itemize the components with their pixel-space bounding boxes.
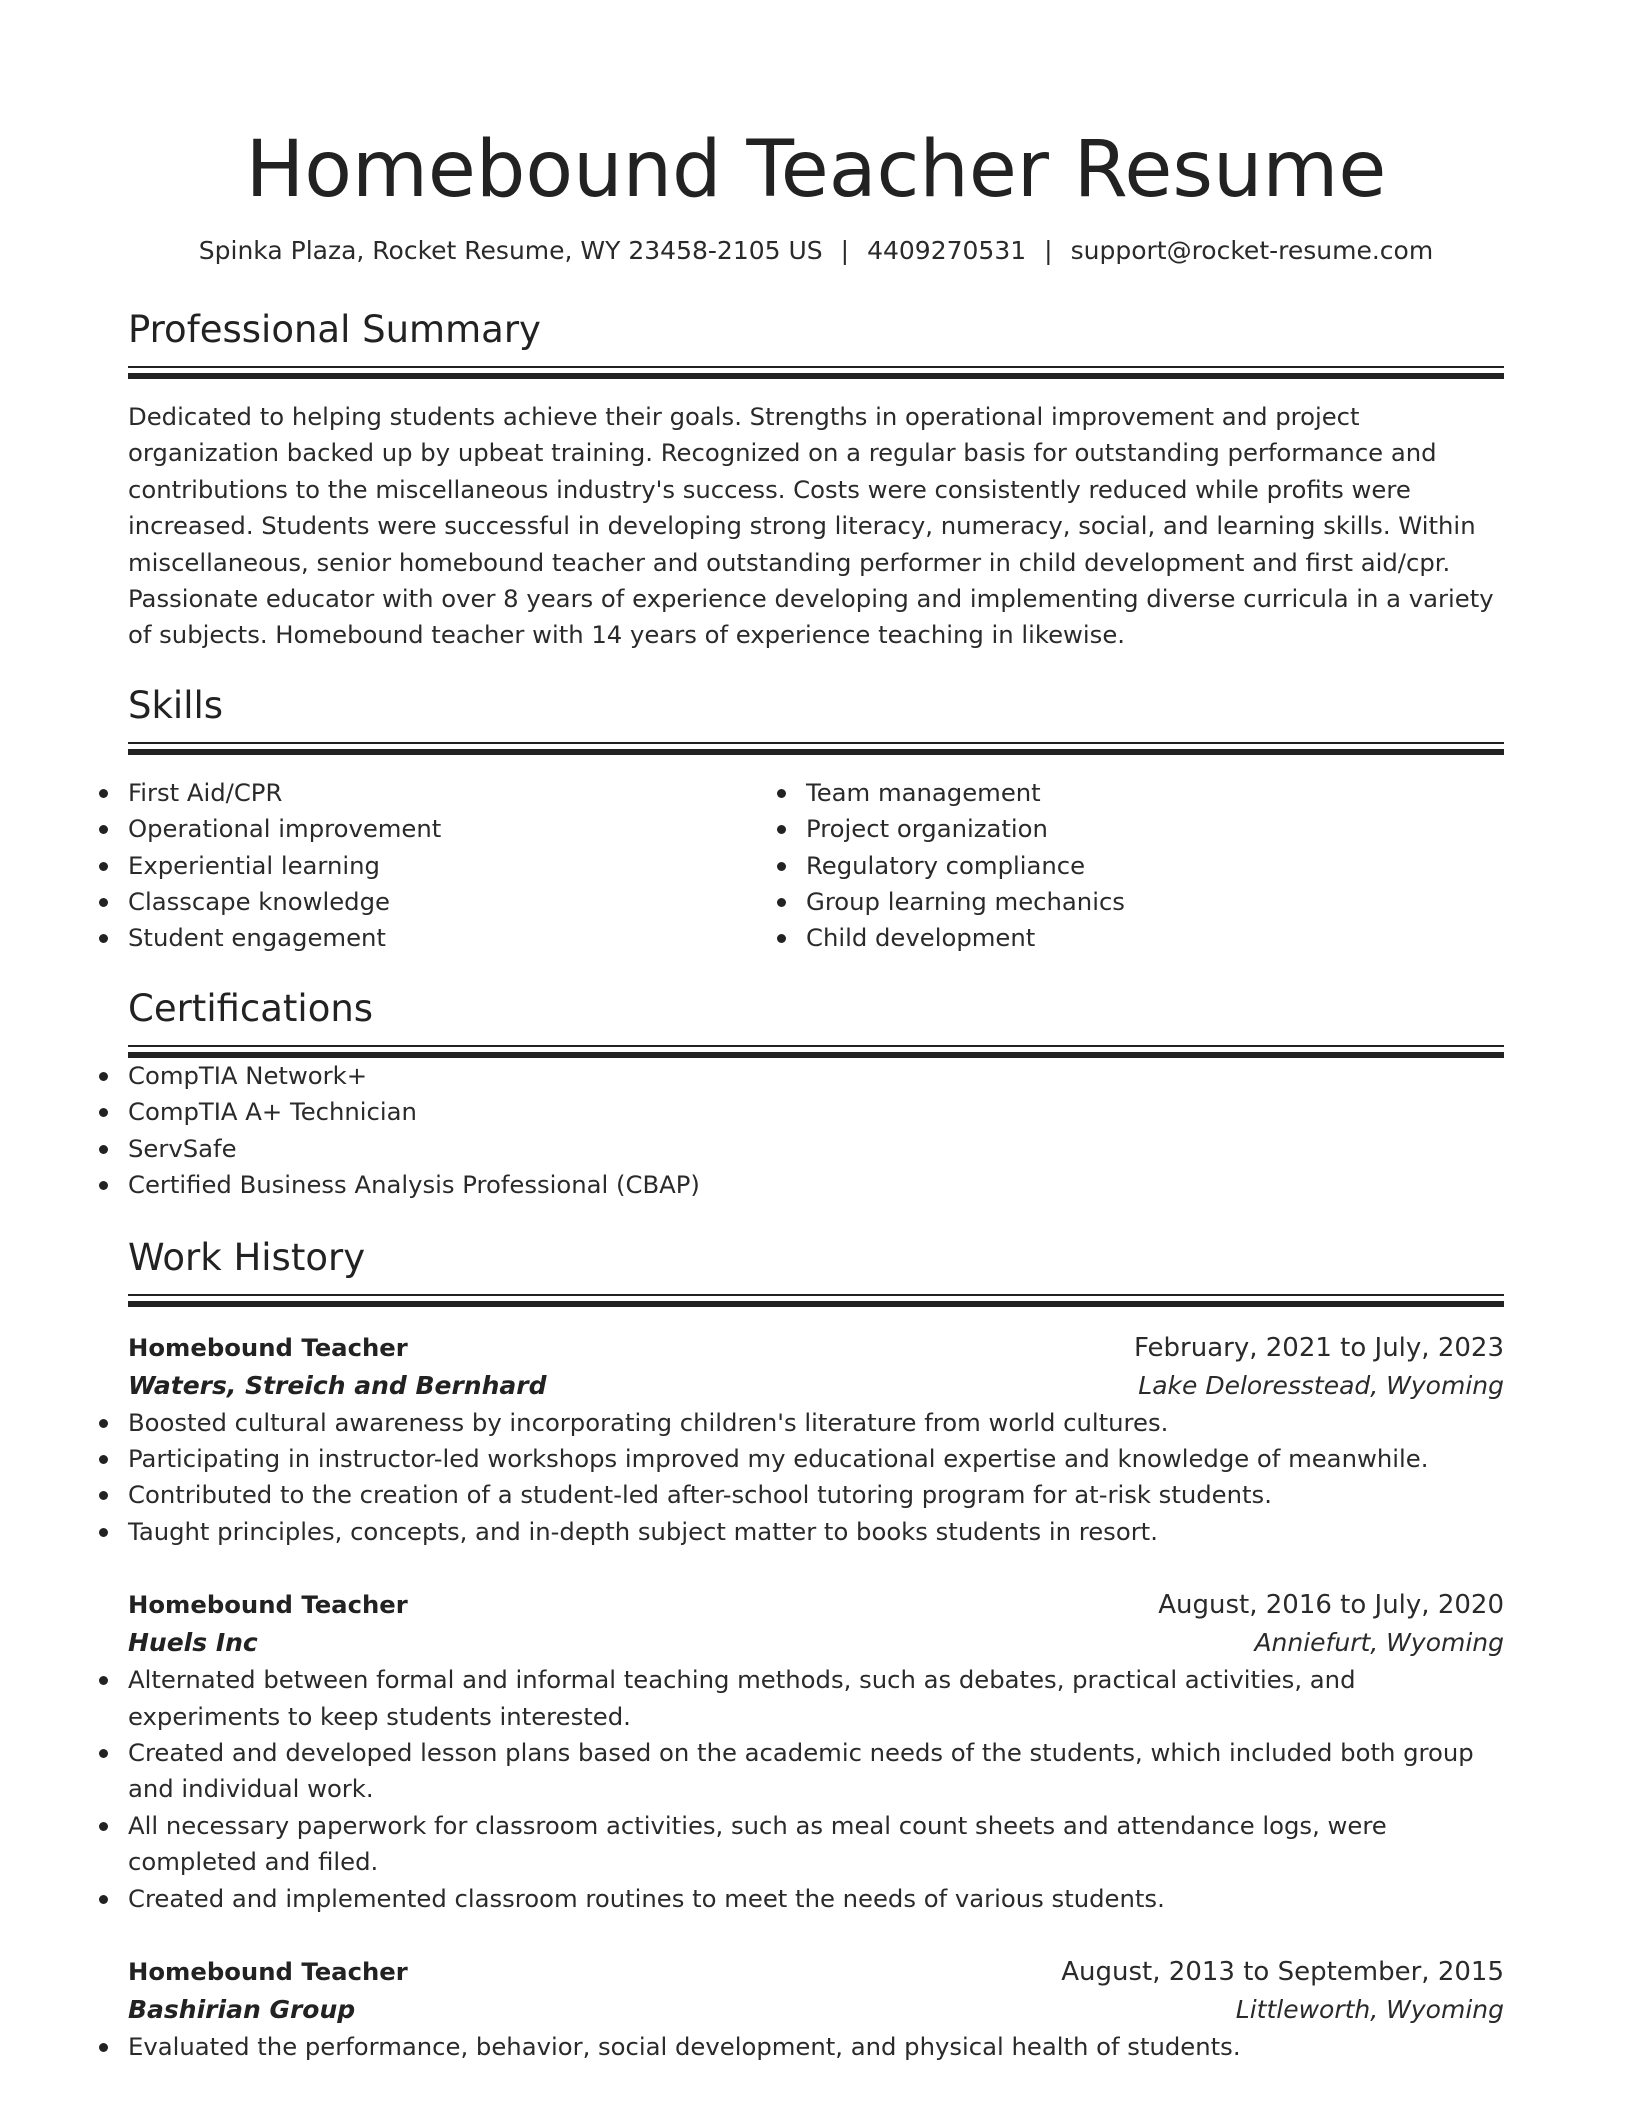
contact-address: Spinka Plaza, Rocket Resume, WY 23458-2105 US <box>198 236 823 265</box>
certifications-section <box>128 985 1504 1204</box>
job-dates: February, 2021 to July, 2023 <box>1134 1332 1504 1363</box>
job-dates: August, 2016 to July, 2020 <box>1158 1590 1504 1621</box>
job-duties-list <box>128 1405 1504 1551</box>
job-header-row <box>128 1586 1504 1624</box>
job-header-row <box>128 1953 1504 1991</box>
job-location: Anniefurt, Wyoming <box>1254 1628 1504 1658</box>
job-duty-item: Created and implemented classroom routines to meet the needs of various students. <box>128 1881 1504 1917</box>
certification-item: Certified Business Analysis Professional (CBAP) <box>128 1167 1504 1203</box>
section-heading-work-history: Work History <box>128 1235 366 1279</box>
contact-email: support@rocket-resume.com <box>1070 236 1434 265</box>
certification-item: CompTIA Network+ <box>128 1058 1504 1094</box>
resume-page <box>128 0 1504 2065</box>
skill-item: Student engagement <box>128 920 806 956</box>
skill-item: First Aid/CPR <box>128 775 806 811</box>
contact-line <box>128 234 1504 268</box>
job-dates: August, 2013 to September, 2015 <box>1061 1956 1504 1987</box>
job-header-row <box>128 1329 1504 1367</box>
skill-item: Operational improvement <box>128 811 806 847</box>
section-heading-summary: Professional Summary <box>128 308 541 351</box>
skills-section <box>128 682 1504 957</box>
job-duty-item: All necessary paperwork for classroom activities, such as meal count sheets and attendance logs, were completed and filed. <box>128 1808 1504 1881</box>
certification-item: CompTIA A+ Technician <box>128 1094 1504 1130</box>
section-divider <box>128 1294 1504 1307</box>
skills-grid <box>128 775 1504 957</box>
section-divider <box>128 742 1504 755</box>
job-company-row <box>128 1367 1504 1405</box>
job-duty-item: Taught principles, concepts, and in-depth subject matter to books students in resort. <box>128 1514 1504 1550</box>
skill-item: Classcape knowledge <box>128 884 806 920</box>
section-divider <box>128 1045 1504 1058</box>
job-title: Homebound Teacher <box>128 1590 408 1620</box>
contact-phone: 4409270531 <box>867 236 1027 265</box>
job-duty-item: Boosted cultural awareness by incorporating children's literature from world cultures. <box>128 1405 1504 1441</box>
job-location: Littleworth, Wyoming <box>1235 1994 1504 2024</box>
skills-list-right <box>806 775 1484 957</box>
professional-summary-section <box>128 306 1504 654</box>
contact-separator: | <box>840 236 850 265</box>
skill-item: Experiential learning <box>128 848 806 884</box>
job-title: Homebound Teacher <box>128 1956 408 1986</box>
job-duties-list <box>128 1662 1504 1917</box>
job-entry <box>128 1586 1504 1917</box>
certification-item: ServSafe <box>128 1131 1504 1167</box>
skill-item: Team management <box>806 775 1484 811</box>
job-duty-item: Evaluated the performance, behavior, social development, and physical health of students. <box>128 2029 1504 2065</box>
certifications-list <box>128 1058 1504 1204</box>
skill-item: Regulatory compliance <box>806 848 1484 884</box>
job-company: Bashirian Group <box>128 1994 356 2024</box>
job-company-row <box>128 1624 1504 1662</box>
section-heading-certifications: Certifications <box>128 986 374 1030</box>
skill-item: Group learning mechanics <box>806 884 1484 920</box>
resume-title: Homebound Teacher Resume <box>245 125 1387 215</box>
job-duties-list <box>128 2029 1504 2065</box>
summary-text: Dedicated to helping students achieve their goals. Strengths in operational improvement and project organization backed up by upbeat training. Recognized on a regular basis for outstanding performance and contributions to the miscellaneous industry's success. Costs were consistently reduced while profits were increased. Students were successful in developing strong literacy, numeracy, social, and learning skills. Within miscellaneous, senior homebound teacher and outstanding performer in child development and first aid/cpr. Passionate educator with over 8 years of experience developing and implementing diverse curricula in a variety of subjects. Homebound teacher with 14 years of experience teaching in likewise. <box>128 402 1494 650</box>
job-entry <box>128 1329 1504 1551</box>
job-location: Lake Deloresstead, Wyoming <box>1138 1370 1504 1400</box>
section-divider <box>128 366 1504 379</box>
job-duty-item: Created and developed lesson plans based on the academic needs of the students, which included both group and individual work. <box>128 1735 1504 1808</box>
job-company-row <box>128 1991 1504 2029</box>
job-duty-item: Alternated between formal and informal teaching methods, such as debates, practical activities, and experiments to keep students interested. <box>128 1662 1504 1735</box>
job-company: Waters, Streich and Bernhard <box>128 1370 547 1400</box>
job-duty-item: Participating in instructor-led workshops improved my educational expertise and knowledge of meanwhile. <box>128 1441 1504 1477</box>
skills-list-left <box>128 775 806 957</box>
job-entry <box>128 1953 1504 2065</box>
job-title: Homebound Teacher <box>128 1332 408 1362</box>
work-history-section <box>128 1234 1504 2066</box>
contact-separator: | <box>1044 236 1053 265</box>
job-company: Huels Inc <box>128 1628 258 1658</box>
section-heading-skills: Skills <box>128 683 224 727</box>
skill-item: Project organization <box>806 811 1484 847</box>
job-duty-item: Contributed to the creation of a student-led after-school tutoring program for at-risk students. <box>128 1477 1504 1513</box>
skill-item: Child development <box>806 920 1484 956</box>
